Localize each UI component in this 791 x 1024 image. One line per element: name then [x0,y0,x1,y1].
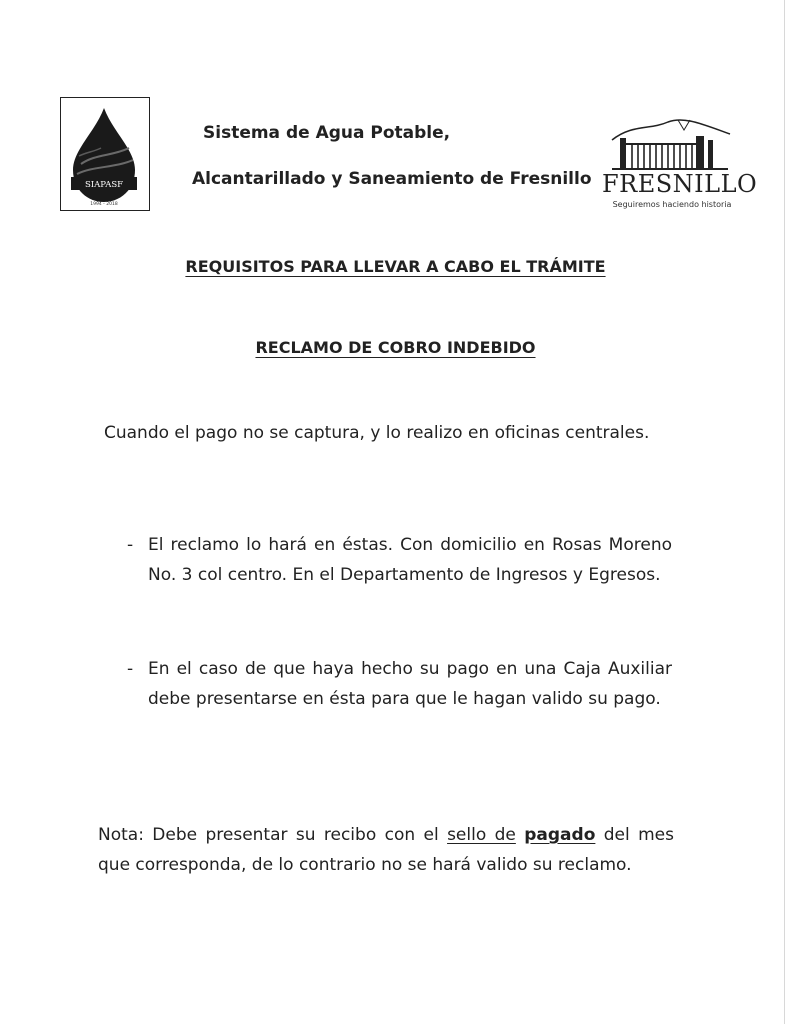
siapasf-logo-years: 1994 - 2018 [90,202,118,207]
document-subtitle: RECLAMO DE COBRO INDEBIDO [255,338,536,357]
header-line-1: Sistema de Agua Potable, [203,123,451,143]
siapasf-logo-text: SIAPASF [84,180,124,190]
note-space [516,825,524,845]
bullet-dash: - [127,659,134,679]
header-line-2: Alcantarillado y Saneamiento de Fresnillo [192,169,592,189]
note-paragraph [98,820,674,880]
city-skyline-icon [602,116,742,172]
water-drop-icon [61,98,148,209]
document-title: REQUISITOS PARA LLEVAR A CABO EL TRÁMITE [185,257,606,276]
bullet-dash: - [127,535,134,555]
intro-paragraph: Cuando el pago no se captura, y lo realizo en oficinas centrales. [104,423,650,443]
bullet-item-2: En el caso de que haya hecho su pago en una Caja Auxiliar debe presentarse en ésta para que le hagan valido su pago. [148,659,672,709]
siapasf-logo [60,97,150,211]
note-bold-underlined-text: pagado [524,825,596,845]
scan-edge [784,0,785,1024]
bullet-item-1: El reclamo lo hará en éstas. Con domicilio en Rosas Moreno No. 3 col centro. En el Departamento de Ingresos y Egresos. [148,535,672,585]
fresnillo-logo [602,116,758,216]
fresnillo-wordmark: FRESNILLO [602,170,758,198]
note-text-start: Nota: Debe presentar su recibo con el [98,825,448,845]
note-underlined-text: sello de [447,825,516,845]
note-text-end: del mes que corresponda, de lo contrario no se hará valido su reclamo. [98,825,674,875]
fresnillo-tagline: Seguiremos haciendo historia [612,200,732,209]
